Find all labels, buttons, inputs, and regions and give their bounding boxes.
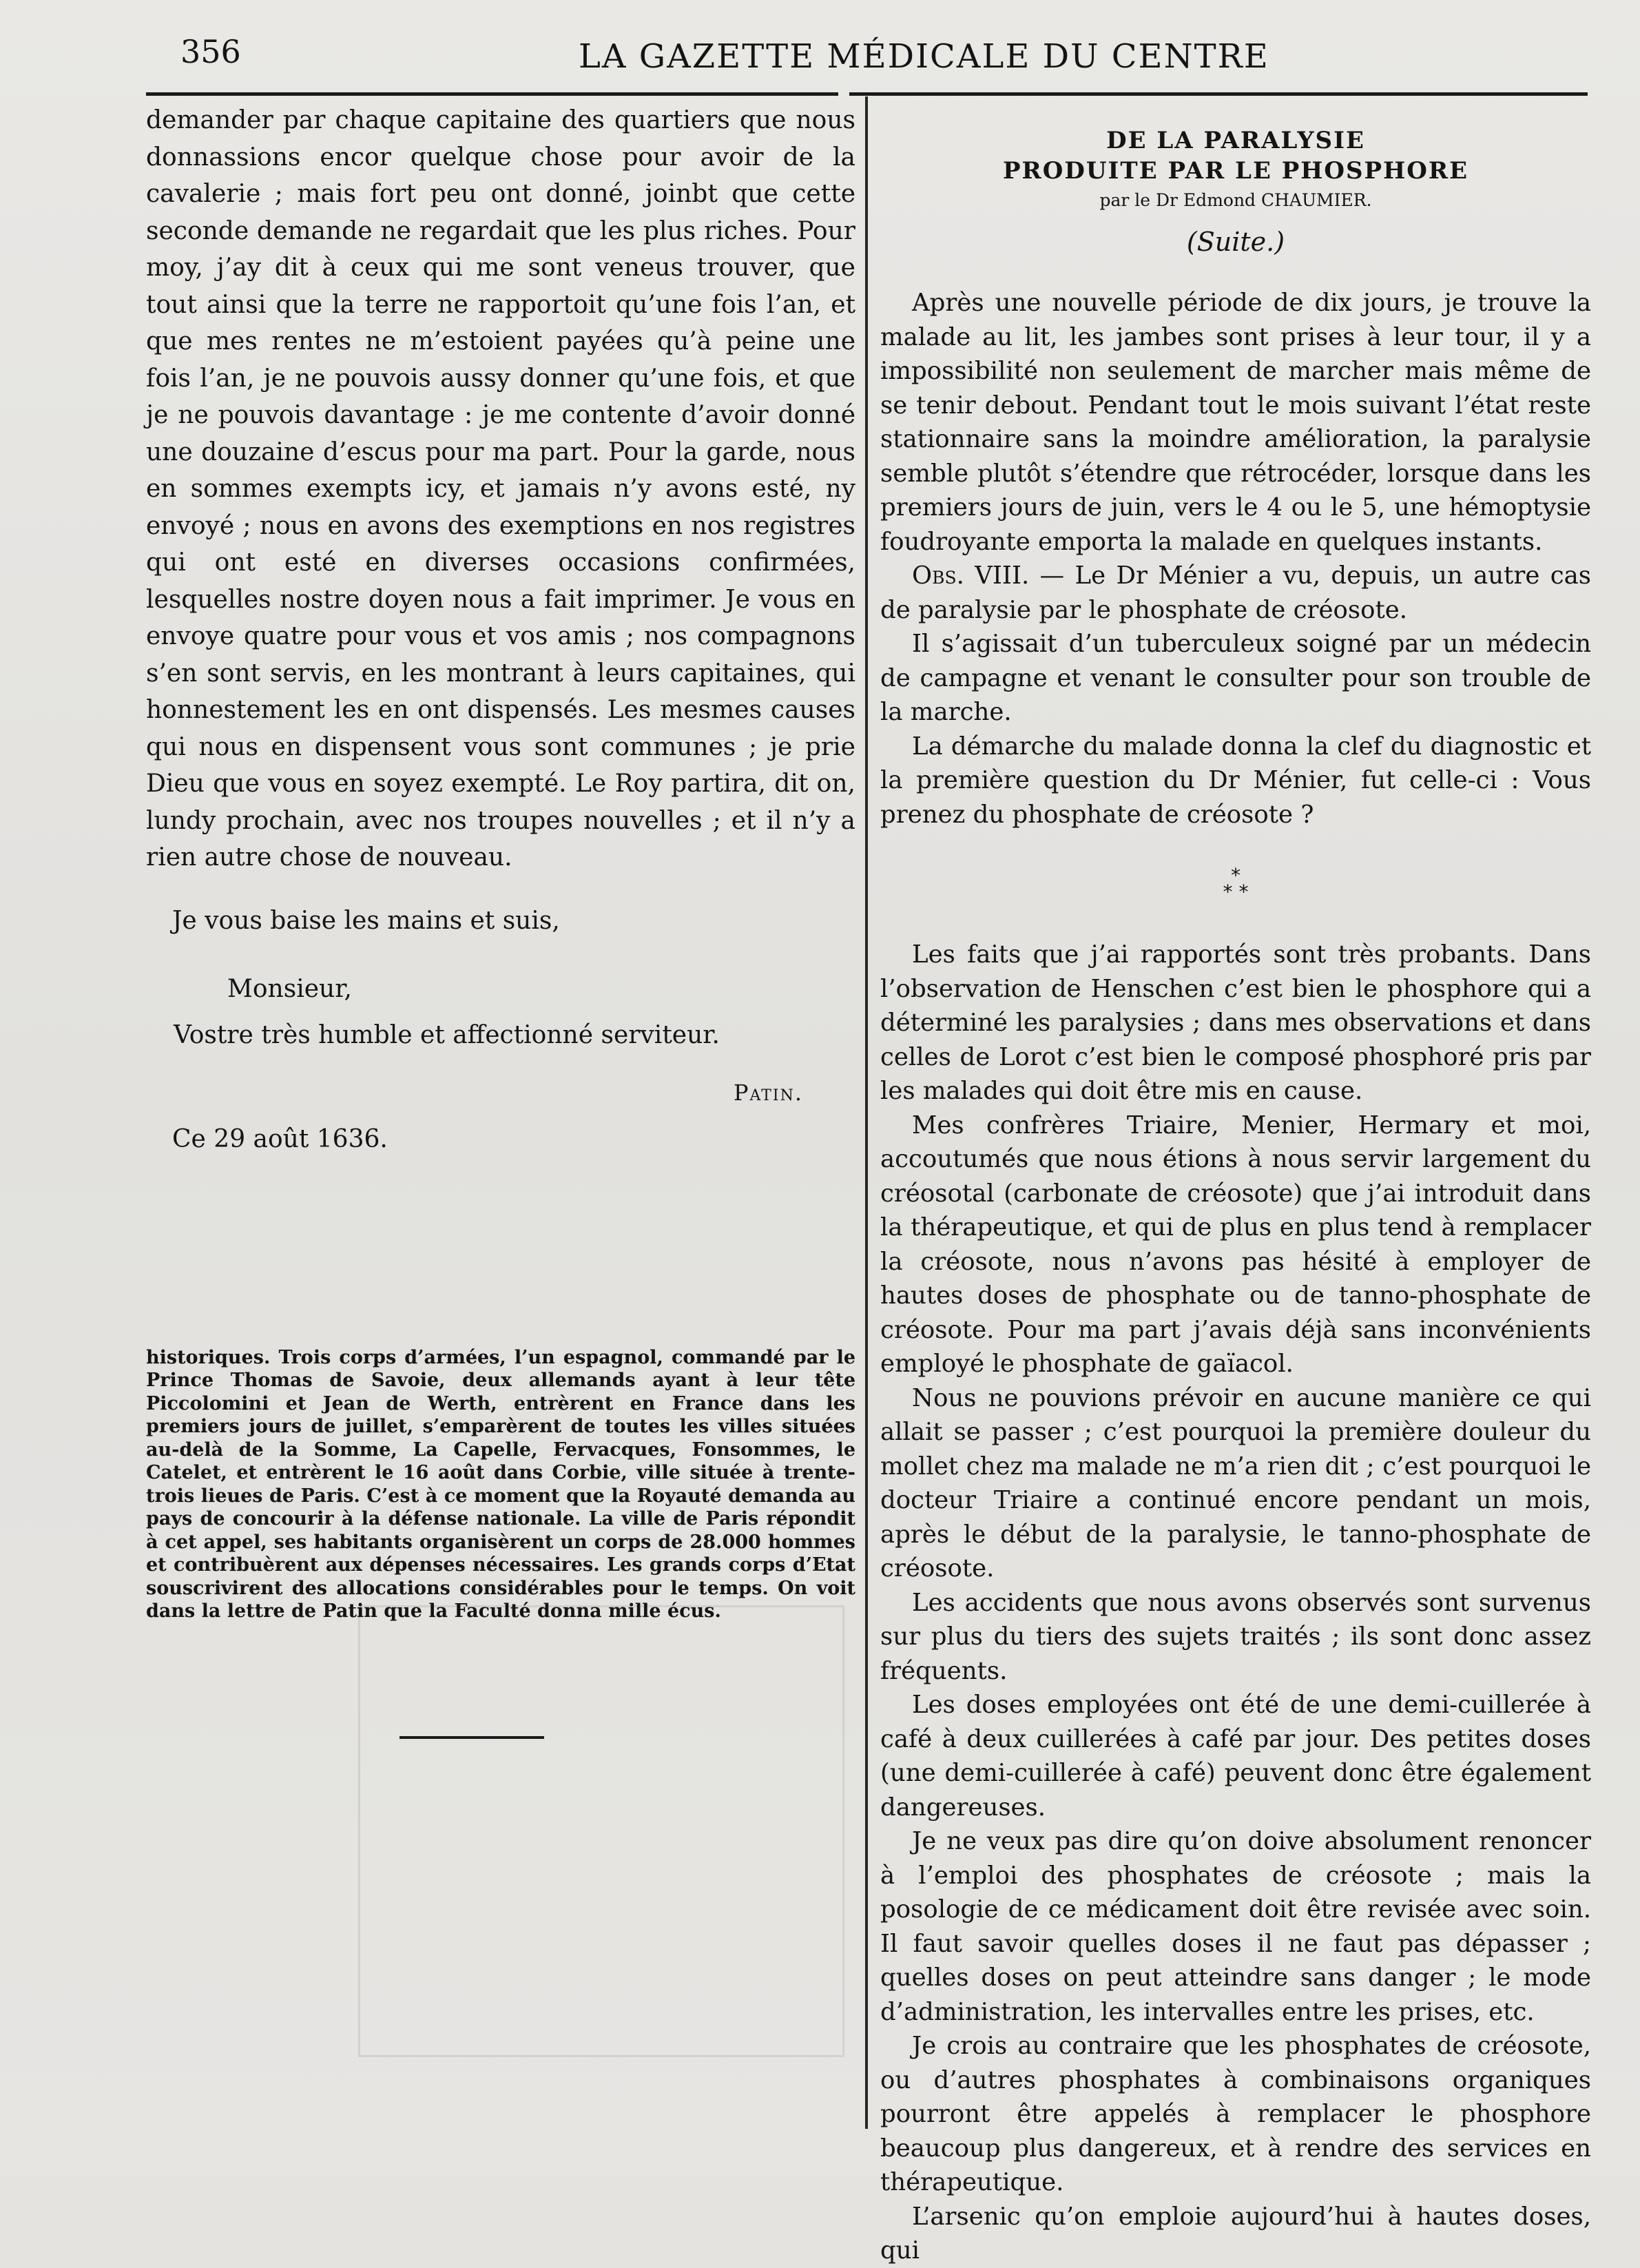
article-paragraph: Il s’agissait d’un tuberculeux soigné par un médecin de campagne et venant le consulter pour son trouble de la marche. [880, 630, 1591, 726]
article-continued-label: (Suite.) [1186, 227, 1285, 257]
letter-date: Ce 29 août 1636. [172, 1124, 388, 1153]
letter-signature: Patin. [733, 1079, 803, 1106]
letter-body: demander par chaque capitaine des quartiers que nous donnassions encor quelque chose pour avoir de la cavalerie ; mais fort peu ont donné, joinbt que cette seconde demande ne regardait que les plus riches. Pour moy, j’ay dit à ceux qui me sont veneus trouver, que tout ainsi que la terre ne rapportoit qu’une fois l’an, et que mes rentes ne m’estoient payées qu’à peine une fois l’an, je ne pouvois aussy donner qu’une fois, et que je ne pouvois davantage : je me contente d’avoir donné une douzaine d’escus pour ma part. Pour la garde, nous en sommes exempts icy, et jamais n’y avons esté, ny envoyé ; nous en avons des exemptions en nos registres qui ont esté en diverses occasions confirmées, lesquelles nostre doyen nous a fait imprimer. Je vous en envoye quatre pour vous et vos amis ; nos compagnons s’en sont servis, en les montrant à leurs capitaines, qui honnestement les en ont dispensés. Les mesmes causes qui nous en dispensent vous sont communes ; je prie Dieu que vous en soyez exempté. Le Roy partira, dit on, lundy prochain, avec nos troupes nouvelles ; et il n’y a rien autre chose de nouveau. [146, 106, 855, 872]
article-paragraph: Nous ne pouvions prévoir en aucune manière ce qui allait se passer ; c’est pourquoi la première douleur du mollet chez ma malade ne m’a rien dit ; c’est pourquoi le docteur Triaire a continué encore pendant un mois, après le début de la paralysie, le tanno-phosphate de créosote. [880, 1383, 1591, 1583]
column-divider [865, 96, 868, 2129]
article-paragraph: Les accidents que nous avons observés sont survenus sur plus du tiers des sujets traités ; ils sont donc assez fréquents. [880, 1588, 1591, 1685]
article-title [880, 125, 1591, 186]
letter-salutation: Monsieur, [227, 974, 352, 1003]
footnote-end-rule [399, 1736, 544, 1739]
page-number: 356 [180, 33, 241, 70]
observation-paragraph [880, 559, 1591, 627]
running-title: LA GAZETTE MÉDICALE DU CENTRE [579, 37, 1269, 76]
header-rule-right [849, 92, 1588, 96]
right-column [880, 102, 1591, 2268]
letter-sign-off: Vostre très humble et affectionné serviteur. [174, 1020, 720, 1049]
article-title-line-1: DE LA PARALYSIE [1106, 127, 1365, 154]
article-title-line-2: PRODUITE PAR LE PHOSPHORE [1002, 157, 1469, 185]
article-byline: par le Dr Edmond CHAUMIER. [1099, 190, 1372, 210]
observation-label: Obs. VIII. [912, 561, 1030, 590]
page-header [138, 28, 1591, 90]
observation-text: — Le Dr Ménier a vu, depuis, un autre cas de paralysie par le phosphate de créosote. [880, 561, 1591, 624]
asterism-bottom: * * [1223, 880, 1249, 903]
asterism-separator [880, 864, 1591, 903]
asterism-top: * [1231, 864, 1241, 887]
header-rule-left [146, 92, 838, 96]
article-paragraph: Je ne veux pas dire qu’on doive absolument renoncer à l’emploi des phosphates de créosote ; mais la posologie de ce médicament doit être revisée avec soin. Il faut savoir quelles doses il ne faut pas dépasser ; quelles doses on peut atteindre sans danger ; le mode d’administration, les intervalles entre les prises, etc. [880, 1827, 1591, 2026]
article-paragraph: Je crois au contraire que les phosphates de créosote, ou d’autres phosphates à combinaisons organiques pourront être appelés à remplacer le phosphore beaucoup plus dangereux, et à rendre des services en thérapeutique. [880, 2032, 1591, 2196]
footnote: historiques. Trois corps d’armées, l’un espagnol, commandé par le Prince Thomas de Savoie, deux allemands ayant à leur tête Piccolomini et Jean de Werth, entrèrent en France dans les premiers jours de juillet, s’emparèrent de toutes les villes situées au-delà de la Somme, La Capelle, Fervacques, Fonsommes, le Catelet, et entrèrent le 16 août dans Corbie, ville située à trente-trois lieues de Paris. C’est à ce moment que la Royauté demanda au pays de concourir à la défense nationale. La ville de Paris répondit à cet appel, ses habitants organisèrent un corps de 28.000 hommes et contribuèrent aux dépenses nécessaires. Les grands corps d’Etat souscrivirent des allocations considérables pour le temps. On voit dans la lettre de Patin que la Faculté donna mille écus. [146, 1346, 855, 1622]
left-column [146, 102, 855, 1739]
article-paragraph: L’arsenic qu’on emploie aujourd’hui à hautes doses, qui [880, 2202, 1591, 2265]
article-paragraph: Les doses employées ont été de une demi-cuillerée à café à deux cuillerées à café par jour. Des petites doses (une demi-cuillerée à café) peuvent donc être également dangereuses. [880, 1691, 1591, 1822]
article-paragraph: La démarche du malade donna la clef du diagnostic et la première question du Dr Ménier, fut celle-ci : Vous prenez du phosphate de créosote ? [880, 732, 1591, 829]
article-paragraph: Après une nouvelle période de dix jours, je trouve la malade au lit, les jambes sont prises à leur tour, il y a impossibilité non seulement de marcher mais même de se tenir debout. Pendant tout le mois suivant l’état reste stationnaire sans la moindre amélioration, la paralysie semble plutôt s’étendre que rétrocéder, lorsque dans les premiers jours de juin, vers le 4 ou le 5, une hémoptysie foudroyante emporta la malade en quelques instants. [880, 289, 1591, 556]
article-paragraph: Mes confrères Triaire, Menier, Hermary et moi, accoutumés que nous étions à nous servir largement du créosotal (carbonate de créosote) que j’ai introduit dans la thérapeutique, et qui de plus en plus tend à remplacer la créosote, nous n’avons pas hésité à employer de hautes doses de phosphate ou de tanno-phosphate de créosote. Pour ma part j’avais déjà sans inconvénients employé le phosphate de gaïacol. [880, 1111, 1591, 1378]
article-paragraph: Les faits que j’ai rapportés sont très probants. Dans l’observation de Henschen c’est bien le phosphore qui a déterminé les paralysies ; dans mes observations et dans celles de Lorot c’est bien le composé phosphoré pris par les malades qui doit être mis en cause. [880, 940, 1591, 1105]
letter-closing: Je vous baise les mains et suis, [172, 906, 560, 935]
